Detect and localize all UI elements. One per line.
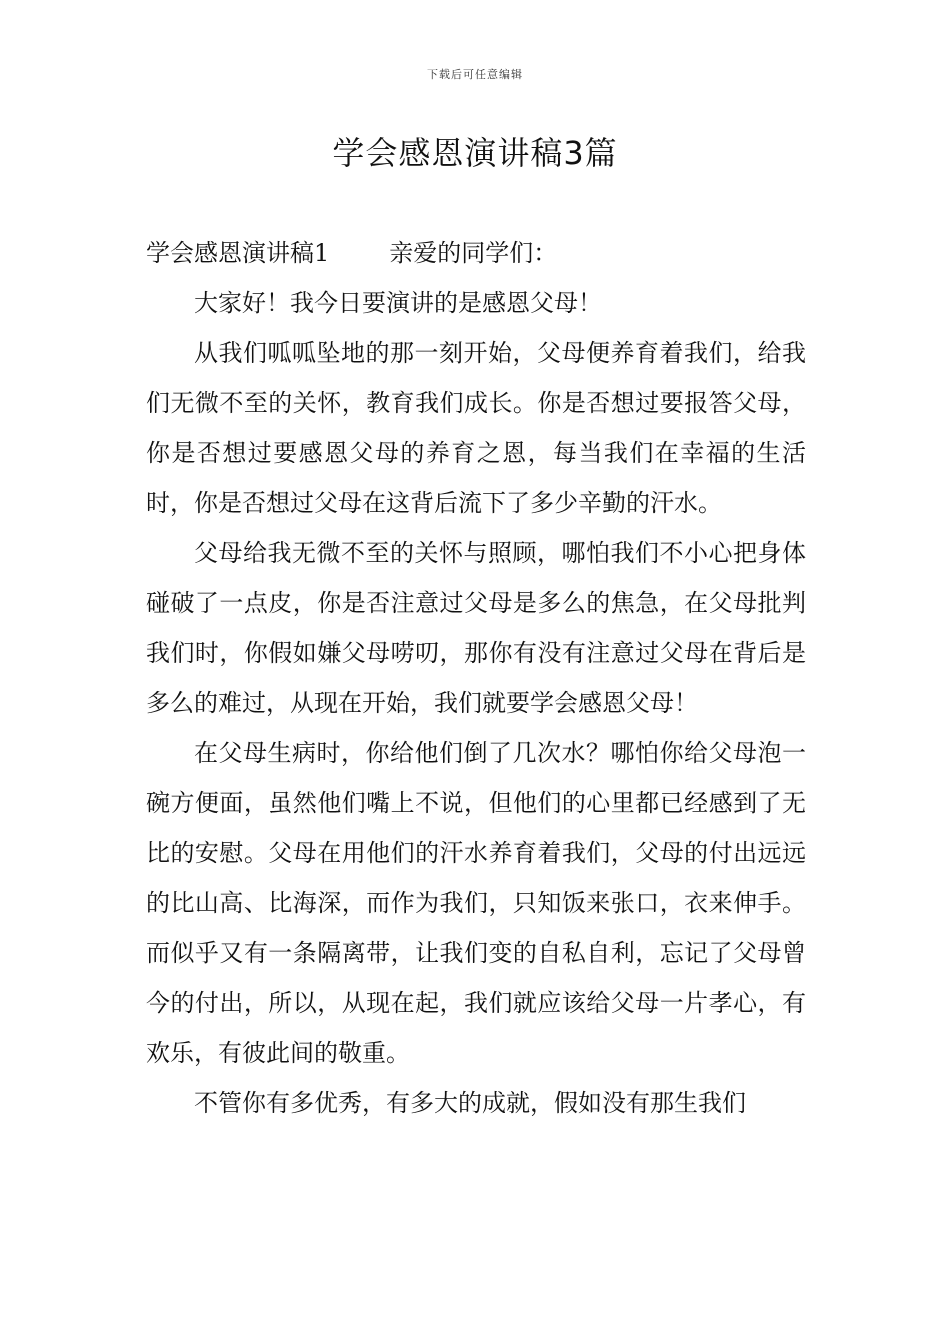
paragraph-2: 从我们呱呱坠地的那一刻开始，父母便养育着我们，给我们无微不至的关怀，教育我们成长。你是否想过要报答父母，你是否想过要感恩父母的养育之恩，每当我们在幸福的生活时，你是否想过父母在这背后流下了多少辛勤的汗水。	[146, 339, 806, 517]
greeting: 亲爱的同学们：	[389, 239, 558, 267]
paragraph-4: 在父母生病时，你给他们倒了几次水？哪怕你给父母泡一碗方便面，虽然他们嘴上不说，但他们的心里都已经感到了无比的安慰。父母在用他们的汗水养育着我们，父母的付出远远的比山高、比海深，而作为我们，只知饭来张口，衣来伸手。而似乎又有一条隔离带，让我们变的自私自利，忘记了父母曾今的付出，所以，从现在起，我们就应该给父母一片孝心，有欢乐，有彼此间的敬重。	[146, 739, 806, 1067]
paragraph-3: 父母给我无微不至的关怀与照顾，哪怕我们不小心把身体碰破了一点皮，你是否注意过父母是多么的焦急，在父母批判我们时，你假如嫌父母唠叨，那你有没有注意过父母在背后是多么的难过，从现在开始，我们就要学会感恩父母！	[146, 539, 806, 717]
paragraph-1: 大家好！我今日要演讲的是感恩父母！	[194, 289, 602, 317]
section-label: 学会感恩演讲稿1	[146, 239, 330, 267]
document-title: 学会感恩演讲稿3篇	[332, 134, 618, 172]
header-note: 下载后可任意编辑	[427, 68, 523, 81]
intro-line	[146, 228, 806, 278]
document-body	[146, 228, 806, 1128]
paragraph-5: 不管你有多优秀，有多大的成就，假如没有那生我们	[194, 1089, 746, 1117]
